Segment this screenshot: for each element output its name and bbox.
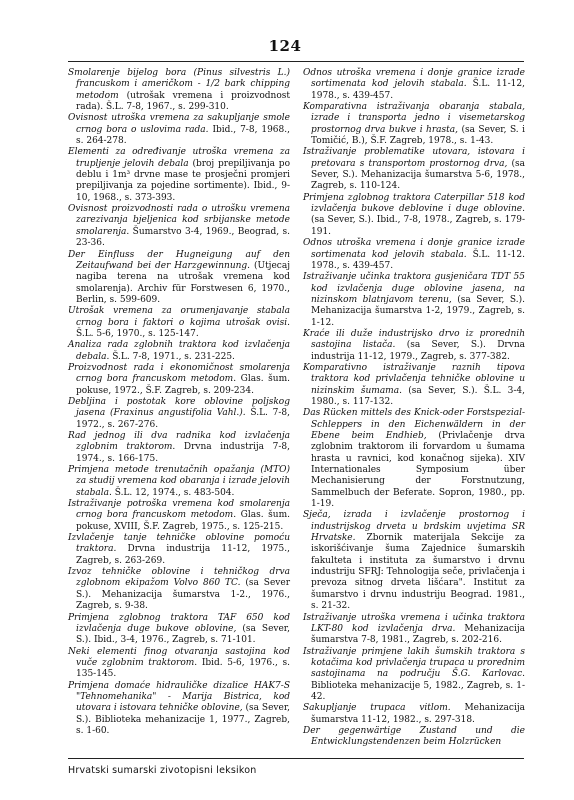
entry-title: Neki elementi finog otvaranja sastojina kod vuče zglobnim traktorom. — [68, 646, 290, 668]
bibliography-entry — [68, 533, 290, 567]
page-number: 124 — [268, 37, 302, 55]
bibliography-entry — [68, 204, 290, 249]
entry-details: Zbornik materijala Sekcije za iskorišćivanje šuma Zajednice šumarskih fakulteta i instituta za šumarstvo i drvnu industriju SFRJ: Tehnologija seče, privlačenja i prevoza sitnog drveta lišćara". Institut za šumarstvo i drvnu industriju Beograd. 1981., s. 21-32. — [311, 533, 525, 612]
entry-title: Istraživanje problematike utovara, istovara i pretovara s transportom prostornog drva, — [303, 147, 525, 169]
entry-title: Komparativno istraživanje raznih tipova traktora kod privlačenja tehničke oblovine u nizinskim šumama. — [303, 362, 525, 396]
entry-details: Š.L. 5-6, 1970., s. 125-147. — [76, 328, 199, 339]
bibliography-entry — [303, 703, 525, 726]
bibliography-entry — [303, 510, 525, 612]
footer: Hrvatski sumarski zivotopisni leksikon — [68, 765, 257, 776]
entry-title: Kraće ili duže industrijsko drvo iz prorednih sastojina listača. — [303, 328, 525, 351]
entry-title: Izvlačenje tanje tehničke oblovine pomoću traktora. — [68, 533, 290, 555]
entry-details: Ibid., 7-8, 1968., s. 264-278. — [76, 124, 290, 147]
bottom-rule — [68, 758, 524, 759]
entry-title: Primjena zglobnog traktora Caterpillar 518 kod izvlačenja bukove deblovine i duge oblovine. — [303, 192, 525, 215]
bibliography-entry — [68, 397, 290, 431]
bibliography-entry — [303, 363, 525, 408]
bibliography-entry — [303, 147, 525, 192]
entry-title: Das Rücken mittels des Knick-oder Forstspezial-Schleppers in den Eichenwäldern in der Ebene beim Endhieb, — [303, 408, 525, 441]
entry-title: Ovisnost utroška vremena za sakupljanje smole crnog bora o uslovima rada. — [68, 113, 290, 135]
entry-title: Rad jednog ili dva radnika kod izvlačenja zglobnim traktorom. — [68, 431, 290, 453]
bibliography-entry — [303, 408, 525, 510]
right-column — [303, 68, 525, 749]
entry-details: (sa Sever, S. i Tomičić, B.), Š.F. Zagreb, 1978., s. 1-43. — [311, 124, 525, 147]
entry-title: Debljina i postotak kore oblovine poljskog jasena (Fraxinus angustifolia Vahl.). — [68, 396, 290, 419]
entry-details: (broj prepiljivanja po deblu i 1m³ drvne mase te prosječni promjeri prepiljivanja za pojedine sortimente). Ibid., 9-10, 1968., s. 373-393. — [76, 158, 290, 203]
entry-details: (utrošak vremena i proizvodnost rada). Š.L. 7-8, 1967., s. 299-310. — [76, 90, 290, 113]
entry-title: Sječa, izrada i izvlačenje prostornog i industrijskog drveta u brdskim uvjetima SR Hrvatske. — [303, 510, 525, 544]
entry-title: Elementi za određivanje utroška vremena za trupljenje jelovih debala — [68, 147, 290, 169]
bibliography-entry — [68, 250, 290, 307]
bibliography-entry — [68, 465, 290, 499]
entry-title: Odnos utroška vremena i donje granice izrade sortimenata kod jelovih stabala. — [303, 68, 525, 90]
bibliography-entry — [68, 431, 290, 465]
bibliography-entry — [303, 102, 525, 147]
bibliography-entry — [303, 647, 525, 704]
entry-details: Mehanizacija šumarstva 11-12, 1982., s. 297-318. — [311, 703, 525, 725]
bibliography-entry — [303, 193, 525, 238]
entry-details: Š.L. 7-8, 1971., s. 231-225. — [112, 351, 235, 362]
entry-title: Istraživanje primjene lakih šumskih traktora s kotačima kod privlačenja trupaca u prorednim sastojinama na području Š.G. Karlovac. — [303, 646, 525, 680]
entry-details: (sa Sever, S.). Ibid., 3-4, 1976., Zagreb, s. 71-101. — [76, 623, 290, 646]
bibliography-entry — [68, 113, 290, 147]
bibliography-entry — [303, 613, 525, 647]
entry-details: (Utjecaj nagiba terena na utrošak vremena kod smolarenja). Archiv für Forstwesen 6, 1970., Berlin, s. 599-609. — [76, 260, 290, 305]
bibliography-entry — [68, 147, 290, 204]
bibliography-entry — [68, 647, 290, 681]
entry-details: (sa Sever, S.). Mehanizacija šumarstva 5-6, 1978., Zagreb, s. 110-124. — [311, 158, 525, 192]
entry-title: Der Einfluss der Hugneigung auf den Zeitaufwand bei der Harzgewinnung. — [68, 249, 290, 271]
entry-details: Šumarstvo 3-4, 1969., Beograd, s. 23-36. — [76, 226, 290, 249]
entry-details: (sa Sever, S.). Drvna industrija 11-12, 1979., Zagreb, s. 377-382. — [311, 340, 525, 362]
bibliography-entry — [68, 306, 290, 340]
entry-details: Š.L. 11-12, 1978., s. 439-457. — [311, 79, 525, 101]
entry-details: Ibid. 5-6, 1976., s. 135-145. — [76, 657, 290, 680]
entry-title: Odnos utroška vremena i donje granice izrade sortimenata kod jelovih stabala. — [303, 238, 525, 260]
entry-details: (sa Sever, S.). Š.L. 3-4, 1980., s. 117-132. — [311, 385, 525, 407]
entry-title: Primjena zglobnog traktora TAF 650 kod izvlačenja duge bukove oblovine, — [68, 612, 290, 634]
bibliography-entry — [68, 363, 290, 397]
entry-details: Š.L. 12, 1974., s. 483-504. — [114, 487, 235, 498]
entry-details: Š.L. 11-12. 1978., s. 439-457. — [311, 249, 525, 271]
entry-details: (sa Sever, S.). Ibid., 7-8, 1978., Zagreb, s. 179-191. — [311, 215, 525, 237]
entry-title: Sakupljanje trupaca vitlom. — [303, 703, 451, 714]
entry-title: Primjena domaće hidrauličke dizalice HAK7-S "Tehnomehanika" - Marija Bistrica, kod utovara i istovara tehničke oblovine, — [68, 680, 290, 714]
entry-title: Analiza rada zglobnih traktora kod izvlačenja debala. — [68, 340, 290, 362]
entry-title: Utrošak vremena za orumenjavanje stabala crnog bora i faktori o kojima utrošak ovisi. — [68, 306, 290, 328]
entry-title: Smolarenje bijelog bora (Pinus silvestris L.) francuskom i američkom - 1/2 bark chipping metodom — [68, 68, 290, 101]
entry-details: (sa Sever, S.). Biblioteka mehanizacije 1, 1977., Zagreb, s. 1-60. — [76, 703, 290, 736]
bibliography-entry — [68, 567, 290, 612]
bibliography-entry — [303, 68, 525, 102]
entry-details: Š.L. 7-8, 1972., s. 267-276. — [76, 408, 290, 430]
entry-details: (sa Sever S.). Mehanizacija šumarstva 1-2., 1976., Zagreb, s. 9-38. — [76, 578, 290, 612]
entry-details: Glas. šum. pokuse, 1972., Š.F. Zagreb, s. 209-234. — [76, 374, 290, 396]
entry-details: Drvna industrija 11-12, 1975., Zagreb, s. 263-269. — [76, 544, 290, 566]
entry-details: Glas. šum. pokuse, XVIII, Š.F. Zagreb, 1975., s. 125-215. — [76, 510, 290, 532]
bibliography-entry — [303, 726, 525, 749]
entry-title: Istraživanje potroška vremena kod smolarenja crnog bora francuskom metodom. — [68, 499, 290, 521]
top-rule — [68, 61, 524, 62]
bibliography-entry — [68, 499, 290, 533]
bibliography-entry — [68, 68, 290, 113]
entry-title: Proizvodnost rada i ekonomičnost smolarenja crnog bora francuskom metodom. — [68, 362, 290, 385]
entry-title: Ovisnost proizvodnosti rada o utrošku vremena zarezivanja bjeljenica kod srbijanske metode smolarenja. — [68, 204, 290, 237]
entry-title: Der gegenwärtige Zustand und die Entwicklungstendenzen beim Holzrücken — [303, 725, 525, 748]
bibliography-entry — [303, 329, 525, 363]
bibliography-entry — [68, 681, 290, 738]
entry-title: Primjena metode trenutačnih opažanja (MTO) za studij vremena kod obaranja i izrade jelovih stabala. — [68, 465, 290, 498]
left-column — [68, 68, 290, 737]
entry-details: Drvna industrija 7-8, 1974., s. 166-175. — [76, 442, 290, 464]
entry-details: (sa Sever, S.). Mehanizacija šumarstva 1-2, 1979., Zagreb, s. 1-12. — [311, 294, 525, 328]
entry-title: Istraživanje utroška vremena i učinka traktora LKT-80 kod izvlačenja drva. — [303, 612, 525, 634]
entry-title: Izvoz tehničke oblovine i tehničkog drva zglobnom ekipažom Volvo 860 TC. — [68, 567, 290, 589]
entry-details: Mehanizacija šumarstva 7-8, 1981., Zagreb, s. 202-216. — [311, 623, 525, 646]
bibliography-entry — [303, 272, 525, 329]
bibliography-entry — [68, 613, 290, 647]
bibliography-entry — [303, 238, 525, 272]
entry-details: Biblioteka mehanizacije 5, 1982., Zagreb, s. 1-42. — [311, 680, 525, 702]
entry-details: (Privlačenje drva zglobnim traktorom ili forvardom u šumama hrasta u ravnici, kod konačnog sijeka). XIV Internationales Symposium über Mechanisierung der Forstnutzung, Sammelbuch der Beferate. Sopron, 1980., pp. 1-19. — [311, 431, 525, 510]
bibliography-entry — [68, 340, 290, 363]
entry-title: Istraživanje učinka traktora gusjeničara TDT 55 kod izvlačenja duge oblovine jasena, na nizinskom blatnjavom terenu, — [303, 272, 525, 305]
entry-title: Komparativna istraživanja obaranja stabala, izrade i transporta jedno i visemetarskog prostornog drva bukve i hrasta, — [303, 102, 525, 135]
